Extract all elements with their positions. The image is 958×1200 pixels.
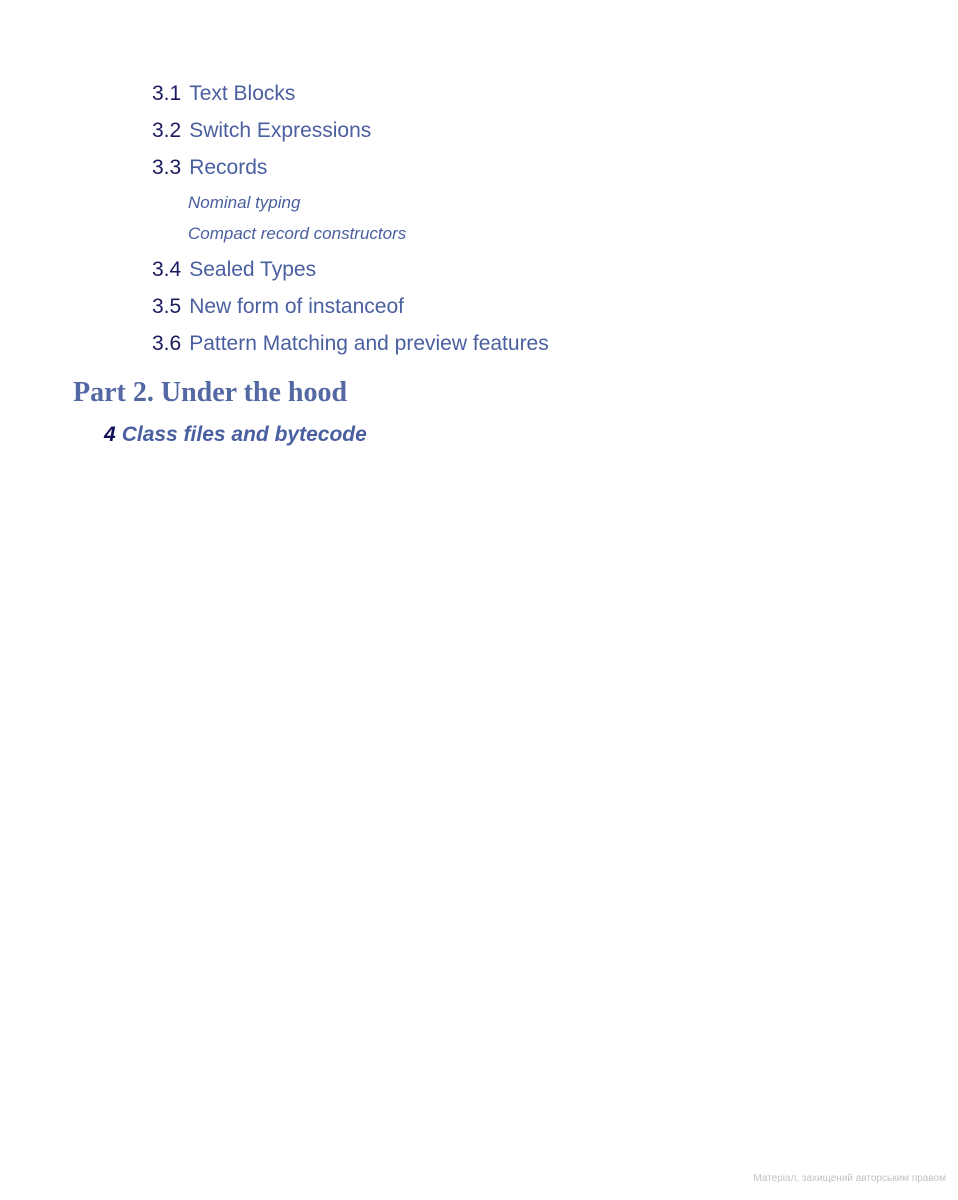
toc-entry-3-3[interactable] [152, 155, 267, 181]
section-number: 3.4 [152, 258, 182, 281]
toc-entry-3-4[interactable] [152, 257, 316, 283]
toc-entry-3-6[interactable] [152, 331, 549, 357]
section-link-switch-expressions[interactable]: Switch Expressions [189, 119, 372, 142]
section-link-new-form-of-instanceof[interactable]: New form of instanceof [189, 295, 404, 318]
section-number: 3.1 [152, 82, 182, 105]
part-heading[interactable]: Part 2. Under the hood [73, 377, 348, 408]
section-link-records[interactable]: Records [189, 156, 268, 179]
subsection-link-compact-record-constructors[interactable]: Compact record constructors [188, 224, 407, 243]
section-number: 3.3 [152, 156, 182, 179]
copyright-watermark: Матеріал, захищений авторським правом [753, 1173, 946, 1184]
section-link-sealed-types[interactable]: Sealed Types [189, 258, 317, 281]
section-link-pattern-matching[interactable]: Pattern Matching and preview features [189, 332, 549, 355]
chapter-number: 4 [104, 423, 116, 446]
section-link-text-blocks[interactable]: Text Blocks [189, 82, 296, 105]
toc-entry-3-1[interactable] [152, 81, 295, 107]
toc-entry-3-2[interactable] [152, 118, 371, 144]
section-number: 3.6 [152, 332, 182, 355]
chapter-link-class-files[interactable]: Class files and bytecode [121, 423, 367, 446]
toc-entry-chapter-4[interactable] [104, 422, 367, 448]
toc-entry-3-5[interactable] [152, 294, 404, 320]
section-number: 3.5 [152, 295, 182, 318]
subsection-link-nominal-typing[interactable]: Nominal typing [188, 193, 301, 212]
section-number: 3.2 [152, 119, 182, 142]
